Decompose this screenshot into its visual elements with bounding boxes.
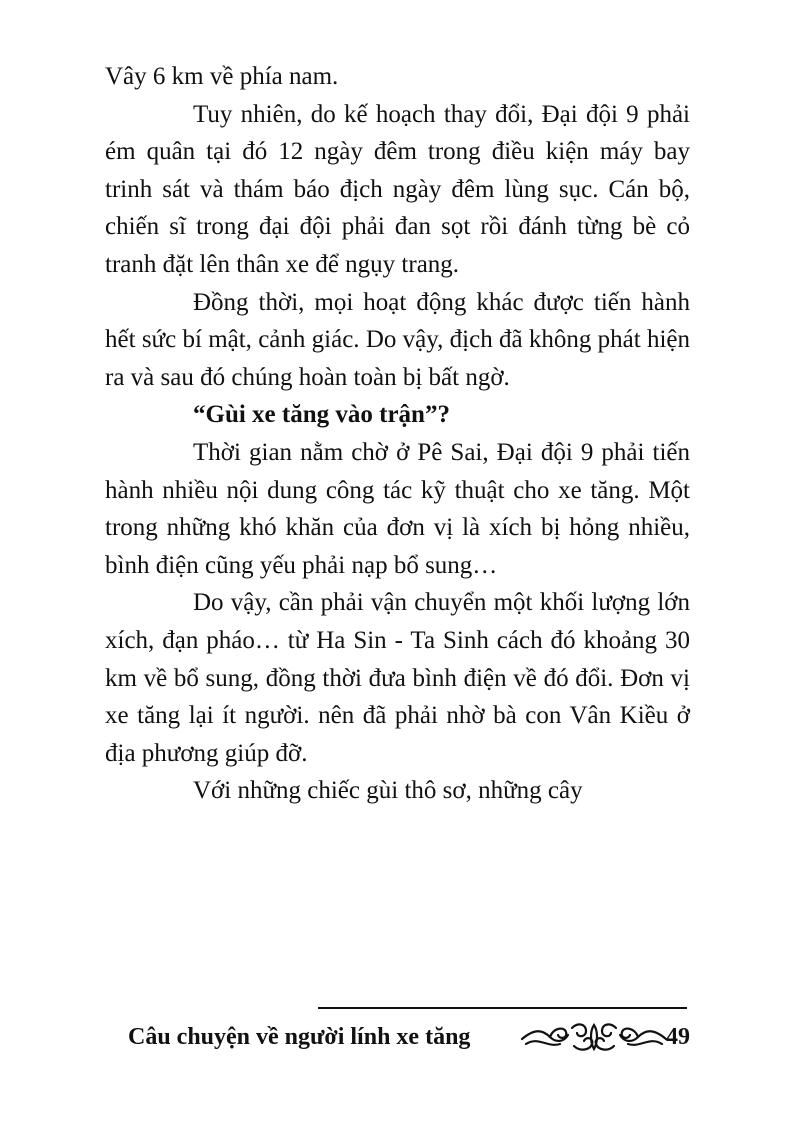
paragraph: Đồng thời, mọi hoạt động khác được tiến hành hết sức bí mật, cảnh giác. Do vậy, địch đã không phát hiện ra và sau đó chúng hoàn toàn bị bất ngờ. [105,288,690,391]
page-body [105,58,690,810]
section-heading: “Gùi xe tăng vào trận”? [193,401,450,429]
footer-divider [318,1007,687,1009]
flourish-ornament-icon [520,1020,668,1054]
paragraph: Do vậy, cần phải vận chuyển một khối lượng lớn xích, đạn pháo… từ Ha Sin - Ta Sinh cách đó khoảng 30 km về bổ sung, đồng thời đưa bình điện về đó đổi. Đơn vị xe tăng lại ít người. nên đã phải nhờ bà con Vân Kiều ở địa phương giúp đỡ. [105,589,690,767]
paragraph: Với những chiếc gùi thô sơ, những cây [193,777,583,805]
footer-book-title: Câu chuyện về người lính xe tăng [128,1024,471,1050]
page-footer [128,1018,698,1058]
paragraph: Vây 6 km về phía nam. [105,63,339,90]
page-number: 49 [666,1024,690,1050]
paragraph: Thời gian nằm chờ ở Pê Sai, Đại đội 9 phải tiến hành nhiều nội dung công tác kỹ thuật cho xe tăng. Một trong những khó khăn của đơn vị là xích bị hỏng nhiều, bình điện cũng yếu phải nạp bổ sung… [105,438,690,579]
paragraph: Tuy nhiên, do kế hoạch thay đổi, Đại đội 9 phải ém quân tại đó 12 ngày đêm trong điều kiện máy bay trinh sát và thám báo địch ngày đêm lùng sục. Cán bộ, chiến sĩ trong đại đội phải đan sọt rồi đánh từng bè cỏ tranh đặt lên thân xe để ngụy trang. [105,100,690,278]
